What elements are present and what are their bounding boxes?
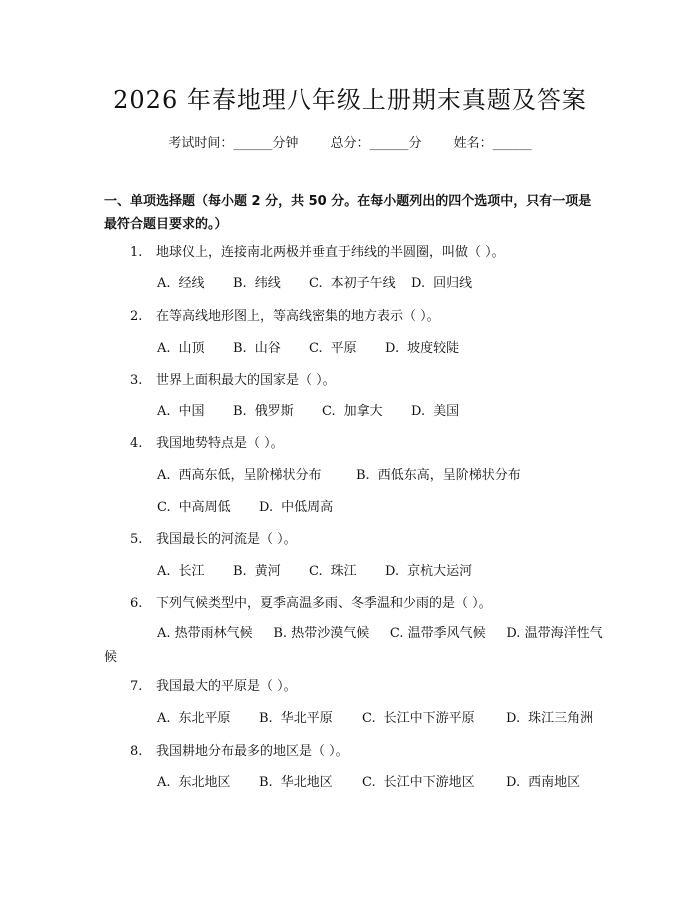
option-text: 温带季风气候 (407, 626, 486, 641)
option-letter: A. (157, 711, 171, 726)
option-b (356, 467, 521, 485)
question-text: 我国最长的河流是（ ）。 (156, 532, 297, 547)
option-a (157, 467, 356, 485)
option-text: 东北地区 (178, 775, 231, 790)
option-d (506, 774, 580, 792)
question-text: 世界上面积最大的国家是（ ）。 (156, 373, 336, 388)
question-text: 下列气候类型中，夏季高温多雨、冬季温和少雨的是（ ）。 (156, 596, 492, 611)
option-b (233, 403, 322, 421)
option-letter: D. (259, 500, 274, 515)
option-text: 温带海洋性气候 (104, 626, 603, 665)
option-d (385, 563, 472, 581)
question-number: 5. (130, 532, 143, 547)
question-7 (130, 678, 297, 696)
option-letter: D. (506, 711, 521, 726)
option-letter: A. (157, 341, 171, 356)
option-letter: A. (157, 276, 171, 291)
option-letter: C. (309, 564, 323, 579)
option-d (411, 403, 459, 421)
question-number: 2. (130, 309, 143, 324)
option-letter: C. (362, 775, 376, 790)
option-d (259, 499, 333, 517)
option-c (362, 774, 506, 792)
option-a (157, 403, 233, 421)
option-b (259, 774, 362, 792)
page-title: 2026 年春地理八年级上册期末真题及答案 (113, 86, 587, 114)
question-6 (130, 595, 492, 613)
question-text: 我国耕地分布最多的地区是（ ）。 (156, 744, 349, 759)
option-a (157, 340, 233, 358)
question-number: 1. (130, 245, 143, 260)
question-1 (130, 244, 505, 262)
option-c (362, 710, 506, 728)
option-text: 热带雨林气候 (174, 626, 253, 641)
option-c (309, 563, 385, 581)
option-d (506, 710, 593, 728)
option-text: 西高东低，呈阶梯状分布 (178, 468, 322, 483)
question-3-options (157, 403, 459, 421)
option-c (309, 275, 411, 293)
option-letter: C. (309, 276, 323, 291)
question-2-options (157, 340, 459, 358)
option-letter: C. (362, 711, 376, 726)
option-letter: B. (233, 564, 247, 579)
option-letter: B. (233, 404, 247, 419)
question-8 (130, 743, 349, 761)
option-letter: B. (273, 626, 288, 641)
option-a (157, 710, 259, 728)
option-letter: B. (233, 341, 247, 356)
option-text: 中高周低 (178, 500, 231, 515)
option-text: 长江 (178, 564, 205, 579)
option-text: 珠江 (330, 564, 357, 579)
option-text: 东北平原 (178, 711, 231, 726)
question-3 (130, 372, 336, 390)
question-5 (130, 531, 297, 549)
option-d (411, 275, 472, 293)
option-text: 平原 (330, 341, 357, 356)
question-number: 4. (130, 436, 143, 451)
option-letter: C. (389, 626, 404, 641)
question-8-options (157, 774, 580, 792)
option-letter: A. (157, 775, 171, 790)
option-letter: D. (506, 775, 521, 790)
option-b (273, 626, 369, 641)
question-text: 地球仪上，连接南北两极并垂直于纬线的半圆圈，叫做（ ）。 (156, 245, 505, 260)
question-5-options (157, 563, 472, 581)
option-text: 加拿大 (343, 404, 383, 419)
option-text: 纬线 (254, 276, 281, 291)
option-text: 俄罗斯 (254, 404, 294, 419)
option-letter: B. (259, 775, 273, 790)
question-4-options-row-2 (157, 499, 333, 517)
option-letter: D. (506, 626, 521, 641)
question-4 (130, 435, 284, 453)
option-text: 山顶 (178, 341, 205, 356)
option-text: 本初子午线 (330, 276, 396, 291)
exam-time-field: 考试时间：______分钟 (168, 136, 299, 151)
option-text: 华北地区 (280, 775, 333, 790)
option-text: 西南地区 (528, 775, 581, 790)
question-7-options (157, 710, 593, 728)
option-text: 华北平原 (280, 711, 333, 726)
question-number: 6. (130, 596, 143, 611)
option-a (157, 275, 233, 293)
question-number: 3. (130, 373, 143, 388)
option-b (233, 563, 309, 581)
option-text: 长江中下游地区 (383, 775, 475, 790)
option-a (157, 774, 259, 792)
option-c (390, 626, 486, 641)
option-letter: D. (411, 276, 426, 291)
option-letter: D. (385, 564, 400, 579)
option-letter: C. (309, 341, 323, 356)
question-text: 在等高线地形图上，等高线密集的地方表示（ ）。 (156, 309, 440, 324)
option-b (259, 710, 362, 728)
option-letter: A. (157, 564, 171, 579)
option-text: 山谷 (254, 341, 281, 356)
option-letter: D. (385, 341, 400, 356)
student-name-field: 姓名：______ (453, 136, 532, 151)
question-4-options-row-1 (157, 467, 521, 485)
question-text: 我国地势特点是（ ）。 (156, 436, 284, 451)
option-text: 西低东高，呈阶梯状分布 (377, 468, 521, 483)
question-number: 7. (130, 679, 143, 694)
option-b (233, 340, 309, 358)
option-text: 珠江三角洲 (528, 711, 594, 726)
option-letter: A. (157, 404, 171, 419)
option-c (157, 499, 259, 517)
option-letter: B. (233, 276, 247, 291)
question-2 (130, 308, 440, 326)
question-number: 8. (130, 744, 143, 759)
option-letter: C. (157, 500, 171, 515)
option-text: 回归线 (433, 276, 473, 291)
option-text: 美国 (433, 404, 460, 419)
option-letter: C. (322, 404, 336, 419)
option-letter: D. (411, 404, 426, 419)
exam-meta (0, 132, 700, 151)
option-letter: B. (259, 711, 273, 726)
option-letter: B. (356, 468, 370, 483)
option-text: 中低周高 (281, 500, 334, 515)
option-c (309, 340, 385, 358)
option-text: 热带沙漠气候 (291, 626, 370, 641)
option-d (385, 340, 459, 358)
option-c (322, 403, 411, 421)
option-text: 黄河 (254, 564, 281, 579)
option-text: 长江中下游平原 (383, 711, 475, 726)
option-a (157, 626, 253, 641)
option-text: 京杭大运河 (407, 564, 473, 579)
option-text: 坡度较陡 (407, 341, 460, 356)
option-letter: A. (157, 468, 171, 483)
option-a (157, 563, 233, 581)
question-text: 我国最大的平原是（ ）。 (156, 679, 297, 694)
question-1-options (157, 275, 472, 293)
total-score-field: 总分：______分 (330, 136, 422, 151)
option-text: 中国 (178, 404, 205, 419)
option-letter: A. (157, 626, 171, 641)
section-heading: 一、单项选择题（每小题 2 分，共 50 分。在每小题列出的四个选项中，只有一项是最符合题目要求的。） (104, 194, 592, 232)
question-6-options (104, 622, 604, 670)
option-text: 经线 (178, 276, 205, 291)
option-b (233, 275, 309, 293)
